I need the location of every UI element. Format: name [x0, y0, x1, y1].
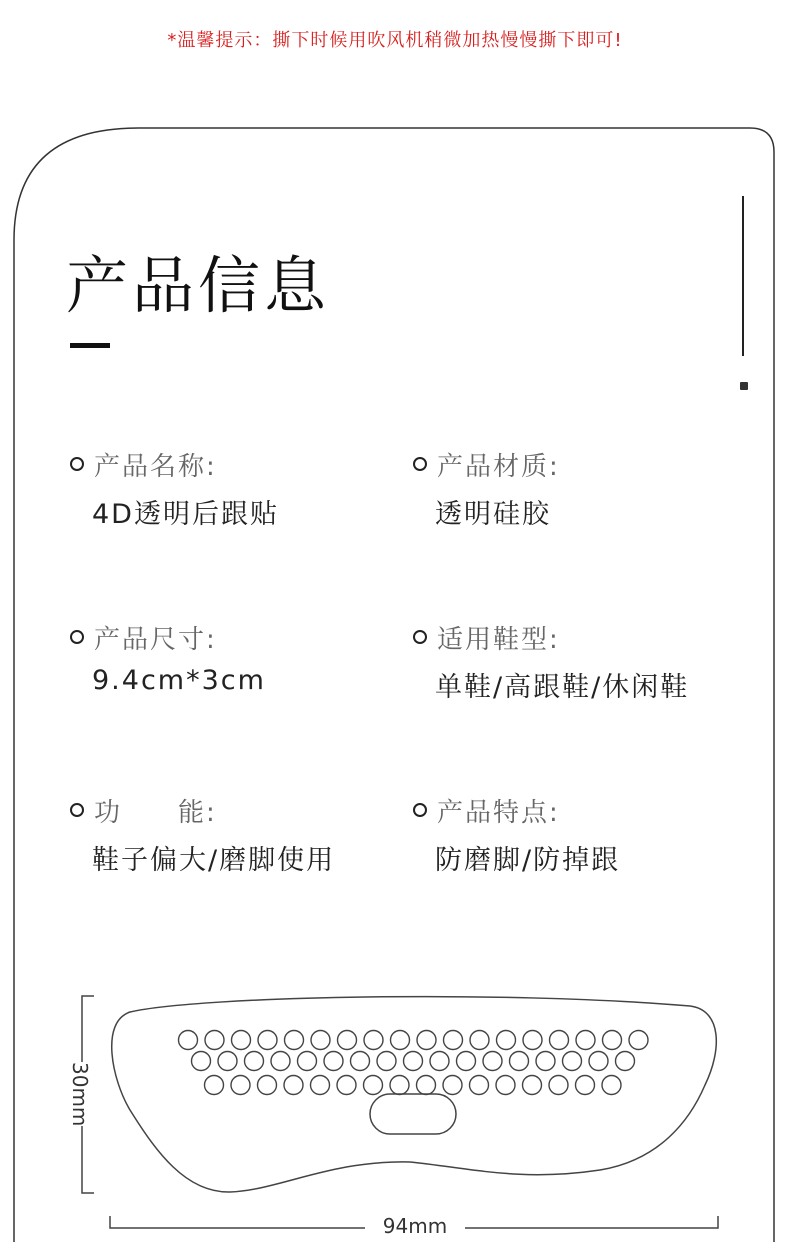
page-title: 产品信息 — [66, 249, 331, 322]
width-dimension-line-right — [465, 1216, 718, 1228]
grip-dot — [536, 1052, 555, 1071]
grip-dot — [351, 1052, 370, 1071]
grip-dot — [576, 1076, 595, 1095]
circle-bullet-icon — [70, 457, 84, 471]
grip-dot — [497, 1031, 516, 1050]
height-label: 30mm — [68, 1062, 92, 1127]
circle-bullet-icon — [413, 630, 427, 644]
grip-dot — [550, 1031, 569, 1050]
grip-dot — [364, 1031, 383, 1050]
grip-dot — [443, 1076, 462, 1095]
grip-dot — [338, 1031, 357, 1050]
grip-dot — [205, 1031, 224, 1050]
grip-dot — [629, 1031, 648, 1050]
grip-dot — [430, 1052, 449, 1071]
width-dimension-line-left — [110, 1216, 365, 1228]
grip-dot — [232, 1031, 251, 1050]
spec-label: 产品特点: — [437, 797, 560, 828]
grip-dot — [258, 1076, 277, 1095]
circle-bullet-icon — [413, 457, 427, 471]
grip-dot — [549, 1076, 568, 1095]
spec-item-function — [68, 790, 388, 877]
decorative-vertical-line — [742, 196, 744, 356]
spec-item-feature — [411, 790, 731, 877]
spec-label: 产品名称: — [94, 451, 217, 482]
spec-value: 透明硅胶 — [435, 499, 551, 530]
spec-item-name — [68, 444, 388, 531]
grip-dot — [510, 1052, 529, 1071]
grip-dot — [589, 1052, 608, 1071]
grip-dot — [603, 1031, 622, 1050]
spec-value: 防磨脚/防掉跟 — [435, 845, 621, 876]
heel-pad-diagram — [0, 980, 790, 1242]
title-underline — [70, 343, 110, 348]
circle-bullet-icon — [70, 630, 84, 644]
grip-dot — [192, 1052, 211, 1071]
spec-label: 产品材质: — [437, 451, 560, 482]
grip-dot — [364, 1076, 383, 1095]
grip-dot — [404, 1052, 423, 1071]
grip-dot — [457, 1052, 476, 1071]
spec-label: 产品尺寸: — [94, 624, 217, 655]
grip-dot — [391, 1031, 410, 1050]
grip-dot — [311, 1076, 330, 1095]
grip-dot — [390, 1076, 409, 1095]
grip-dot — [496, 1076, 515, 1095]
grip-dot — [377, 1052, 396, 1071]
grip-dot — [231, 1076, 250, 1095]
grip-dot — [337, 1076, 356, 1095]
spec-item-material — [411, 444, 731, 531]
grip-dot — [483, 1052, 502, 1071]
grip-dot — [523, 1031, 542, 1050]
grip-dot — [284, 1076, 303, 1095]
grip-dot — [324, 1052, 343, 1071]
spec-value: 4D透明后跟贴 — [92, 499, 279, 530]
grip-dot — [576, 1031, 595, 1050]
spec-label: 适用鞋型: — [437, 624, 560, 655]
spec-value: 9.4cm*3cm — [92, 665, 266, 696]
grip-dot — [602, 1076, 621, 1095]
grip-dot — [563, 1052, 582, 1071]
grip-dot — [616, 1052, 635, 1071]
grip-dot — [298, 1052, 317, 1071]
grip-dot — [311, 1031, 330, 1050]
dot-grid — [179, 1031, 649, 1095]
spec-item-shoe-type — [411, 617, 731, 704]
grip-dot — [444, 1031, 463, 1050]
oval-grip-pad — [370, 1094, 456, 1134]
grip-dot — [470, 1076, 489, 1095]
grip-dot — [218, 1052, 237, 1071]
spec-value: 鞋子偏大/磨脚使用 — [92, 845, 336, 876]
grip-dot — [258, 1031, 277, 1050]
grip-dot — [245, 1052, 264, 1071]
grip-dot — [417, 1031, 436, 1050]
grip-dot — [271, 1052, 290, 1071]
spec-value: 单鞋/高跟鞋/休闲鞋 — [435, 672, 690, 703]
circle-bullet-icon — [70, 803, 84, 817]
grip-dot — [205, 1076, 224, 1095]
grip-dot — [285, 1031, 304, 1050]
grip-dot — [417, 1076, 436, 1095]
circle-bullet-icon — [413, 803, 427, 817]
decorative-square-icon — [740, 382, 748, 390]
spec-item-size — [68, 617, 388, 696]
grip-dot — [523, 1076, 542, 1095]
spec-label: 功 能: — [94, 797, 217, 828]
width-label: 94mm — [375, 1214, 455, 1238]
notice-text: *温馨提示：撕下时候用吹风机稍微加热慢慢撕下即可! — [167, 30, 623, 51]
grip-dot — [179, 1031, 198, 1050]
grip-dot — [470, 1031, 489, 1050]
